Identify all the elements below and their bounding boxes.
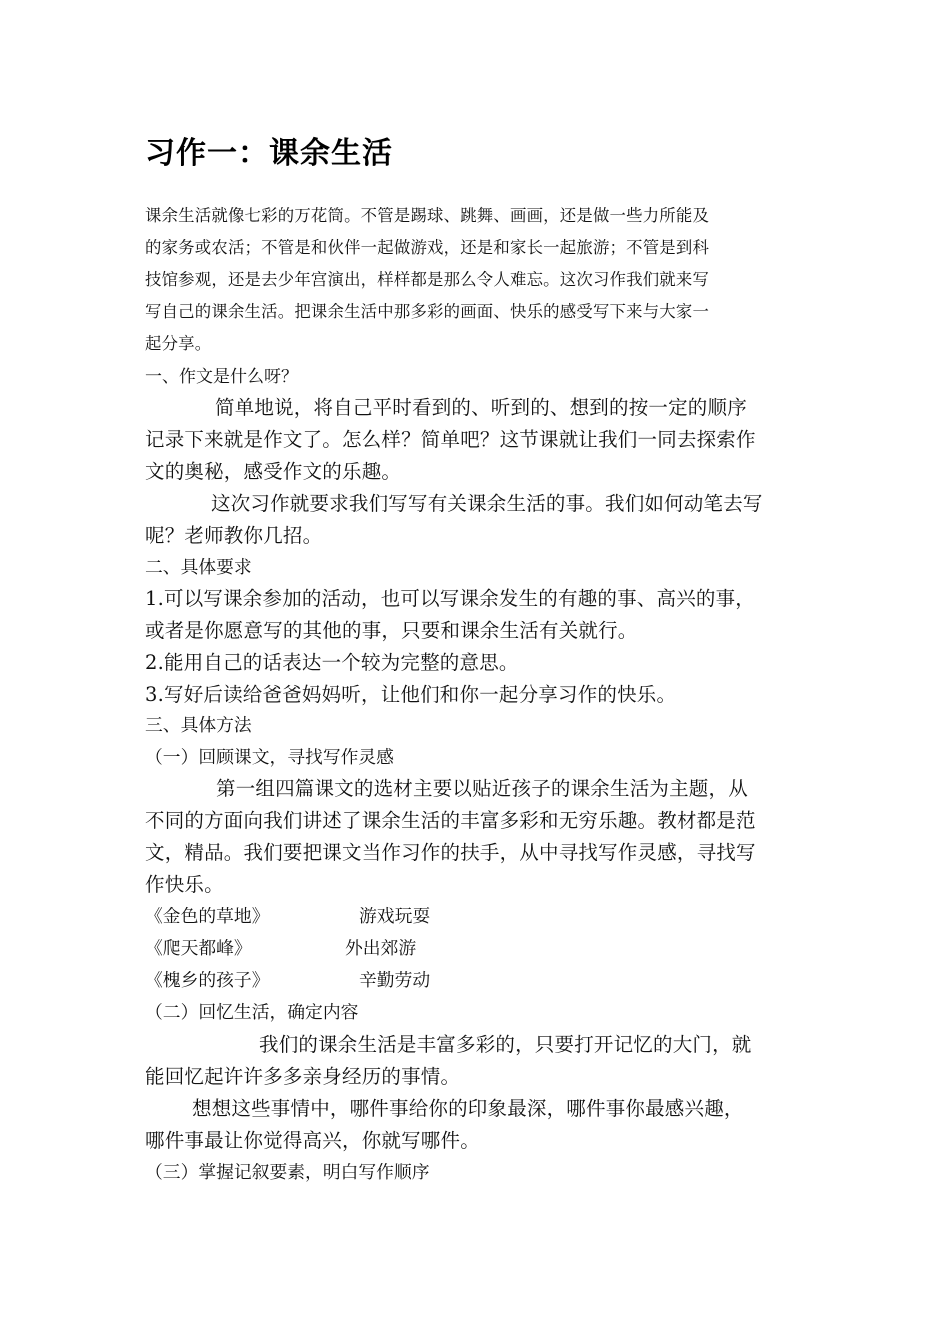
text-theme: 外出郊游 xyxy=(345,938,417,959)
paragraph-line: 作快乐。 xyxy=(145,873,224,896)
paragraph-line: 这次习作就要求我们写写有关课余生活的事。我们如何动笔去写 xyxy=(211,492,763,515)
paragraph-line: 文，精品。我们要把课文当作习作的扶手，从中寻找写作灵感，寻找写 xyxy=(145,841,756,864)
text-title: 《金色的草地》 xyxy=(145,906,270,927)
requirement-item: 3.写好后读给爸爸妈妈听，让他们和你一起分享习作的快乐。 xyxy=(145,683,677,706)
paragraph-line: 不同的方面向我们讲述了课余生活的丰富多彩和无穷乐趣。教材都是范 xyxy=(145,809,756,832)
paragraph-line: 文的奥秘，感受作文的乐趣。 xyxy=(145,460,402,483)
paragraph-line: 简单地说，将自己平时看到的、听到的、想到的按一定的顺序 xyxy=(215,396,747,419)
intro-line: 课余生活就像七彩的万花筒。不管是踢球、跳舞、画画，还是做一些力所能及 xyxy=(145,206,710,225)
intro-line: 技馆参观，还是去少年宫演出，样样都是那么令人难忘。这次习作我们就来写 xyxy=(145,270,710,289)
page-title: 习作一：课余生活 xyxy=(145,136,393,171)
intro-line: 的家务或农活；不管是和伙伴一起做游戏，还是和家长一起旅游；不管是到科 xyxy=(145,238,710,257)
requirement-item: 或者是你愿意写的其他的事，只要和课余生活有关就行。 xyxy=(145,619,638,642)
section-heading: 二、具体要求 xyxy=(145,557,252,578)
section-heading: 三、具体方法 xyxy=(145,715,252,736)
subsection-heading: （一）回顾课文，寻找写作灵感 xyxy=(145,747,394,768)
text-theme: 辛勤劳动 xyxy=(359,970,431,991)
text-title: 《槐乡的孩子》 xyxy=(145,970,270,991)
requirement-item: 1.可以写课余参加的活动，也可以写课余发生的有趣的事、高兴的事， xyxy=(145,587,756,610)
paragraph-line: 记录下来就是作文了。怎么样？简单吧？这节课就让我们一同去探索作 xyxy=(145,428,756,451)
paragraph-line: 能回忆起许许多多亲身经历的事情。 xyxy=(145,1065,461,1088)
text-title: 《爬天都峰》 xyxy=(145,938,252,959)
subsection-heading: （三）掌握记叙要素，明白写作顺序 xyxy=(145,1162,430,1183)
paragraph-line: 我们的课余生活是丰富多彩的，只要打开记忆的大门，就 xyxy=(259,1033,752,1056)
intro-line: 起分享。 xyxy=(145,334,212,353)
paragraph-line: 想想这些事情中，哪件事给你的印象最深，哪件事你最感兴趣， xyxy=(192,1097,744,1120)
paragraph-line: 哪件事最让你觉得高兴，你就写哪件。 xyxy=(145,1129,480,1152)
paragraph-line: 呢？老师教你几招。 xyxy=(145,524,323,547)
intro-line: 写自己的课余生活。把课余生活中那多彩的画面、快乐的感受写下来与大家一 xyxy=(145,302,710,321)
subsection-heading: （二）回忆生活，确定内容 xyxy=(145,1002,359,1023)
paragraph-line: 第一组四篇课文的选材主要以贴近孩子的课余生活为主题，从 xyxy=(216,777,748,800)
text-theme: 游戏玩耍 xyxy=(359,906,431,927)
requirement-item: 2.能用自己的话表达一个较为完整的意思。 xyxy=(145,651,519,674)
section-heading: 一、作文是什么呀？ xyxy=(145,367,298,387)
